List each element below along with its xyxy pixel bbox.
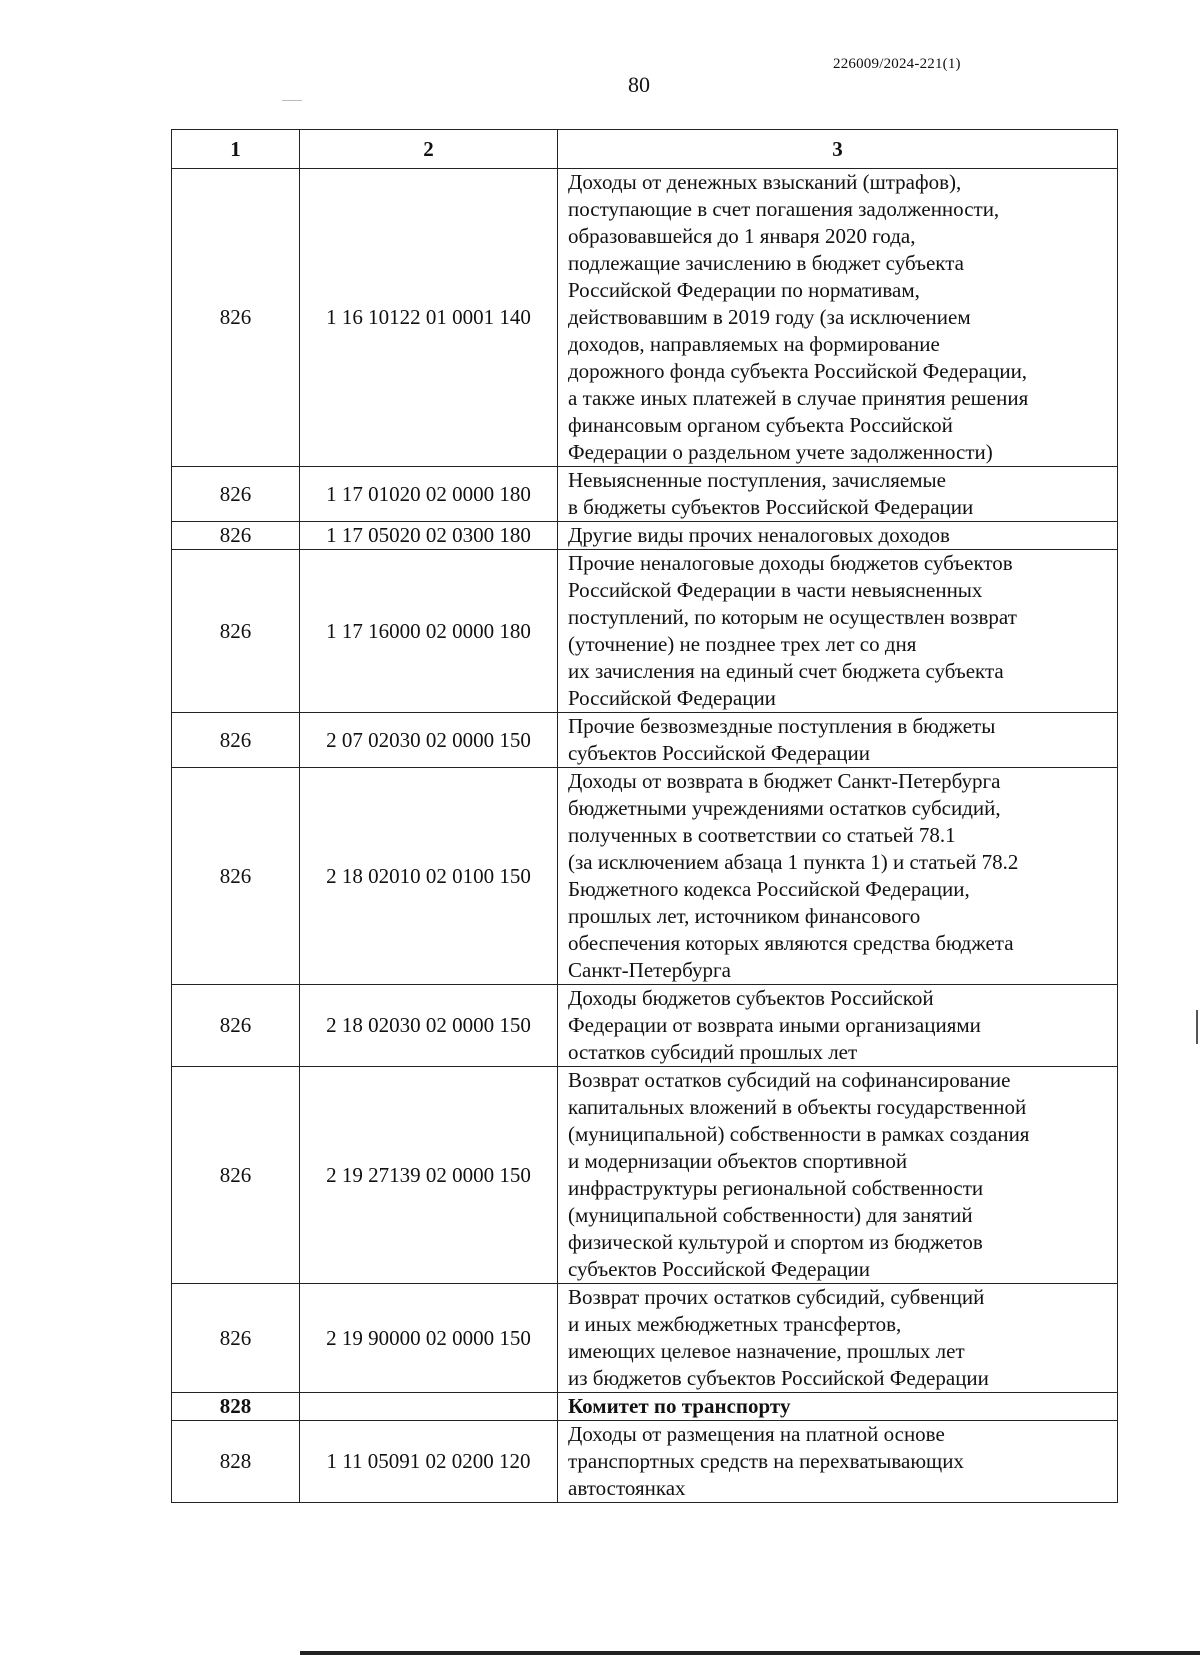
admin-code-cell: 826: [172, 768, 300, 985]
description-line: Бюджетного кодекса Российской Федерации,: [568, 877, 970, 901]
budget-code-cell: 1 16 10122 01 0001 140: [300, 169, 558, 467]
table-row: [172, 768, 1118, 985]
description-line: дорожного фонда субъекта Российской Федерации,: [568, 359, 1028, 383]
table-row: [172, 1067, 1118, 1284]
description-line: и модернизации объектов спортивной: [568, 1149, 908, 1173]
description-line: Доходы от размещения на платной основе: [568, 1422, 945, 1446]
description-cell: [558, 169, 1118, 467]
table-row: [172, 713, 1118, 768]
admin-code-cell: 828: [172, 1421, 300, 1503]
description-line: Прочие неналоговые доходы бюджетов субъектов: [568, 551, 1013, 575]
description-line: (муниципальной собственности) для занятий: [568, 1203, 973, 1227]
budget-code-cell: 2 07 02030 02 0000 150: [300, 713, 558, 768]
description-cell: [558, 1284, 1118, 1393]
description-cell: [558, 985, 1118, 1067]
description-line: образовавшейся до 1 января 2020 года,: [568, 224, 916, 248]
revenue-codes-table: [171, 129, 1118, 1503]
column-header-2: 2: [300, 130, 558, 169]
description-line: Доходы от возврата в бюджет Санкт-Петербурга: [568, 769, 1001, 793]
page-number: 80: [628, 72, 650, 97]
description-line: Доходы от денежных взысканий (штрафов),: [568, 170, 962, 194]
table-body: [172, 169, 1118, 1503]
description-line: Невыясненные поступления, зачисляемые: [568, 468, 946, 492]
budget-code-cell: 1 11 05091 02 0200 120: [300, 1421, 558, 1503]
admin-code-cell: 826: [172, 1067, 300, 1284]
description-line: капитальных вложений в объекты государственной: [568, 1095, 1027, 1119]
description-line: Федерации о раздельном учете задолженности): [568, 440, 993, 464]
admin-code-cell: 826: [172, 550, 300, 713]
admin-code-cell: 826: [172, 1284, 300, 1393]
description-line: обеспечения которых являются средства бюджета: [568, 931, 1014, 955]
table-row: [172, 467, 1118, 522]
description-line: доходов, направляемых на формирование: [568, 332, 940, 356]
description-cell: [558, 1393, 1118, 1421]
description-line: в бюджеты субъектов Российской Федерации: [568, 495, 974, 519]
budget-code-cell: [300, 1393, 558, 1421]
description-line: Другие виды прочих неналоговых доходов: [568, 523, 950, 547]
table-header-row: [172, 130, 1118, 169]
description-line: бюджетными учреждениями остатков субсидий,: [568, 796, 1001, 820]
table-row: [172, 522, 1118, 550]
description-line: имеющих целевое назначение, прошлых лет: [568, 1339, 965, 1363]
description-line: физической культурой и спортом из бюджетов: [568, 1230, 983, 1254]
table-row: [172, 1421, 1118, 1503]
description-line: поступающие в счет погашения задолженности,: [568, 197, 1000, 221]
table-row: [172, 550, 1118, 713]
budget-code-cell: 1 17 16000 02 0000 180: [300, 550, 558, 713]
description-line: Российской Федерации: [568, 686, 776, 710]
description-line: Санкт-Петербурга: [568, 958, 731, 982]
budget-code-cell: 2 18 02030 02 0000 150: [300, 985, 558, 1067]
budget-code-cell: 1 17 01020 02 0000 180: [300, 467, 558, 522]
description-line: (уточнение) не позднее трех лет со дня: [568, 632, 917, 656]
admin-code-cell: 826: [172, 169, 300, 467]
description-line: а также иных платежей в случае принятия решения: [568, 386, 1029, 410]
description-line: и иных межбюджетных трансфертов,: [568, 1312, 902, 1336]
description-line: прошлых лет, источником финансового: [568, 904, 921, 928]
description-line: субъектов Российской Федерации: [568, 1257, 871, 1281]
description-line: Российской Федерации по нормативам,: [568, 278, 920, 302]
description-cell: [558, 1067, 1118, 1284]
description-line: Комитет по транспорту: [568, 1394, 791, 1418]
description-line: автостоянках: [568, 1476, 686, 1500]
page-bottom-border: [300, 1651, 1200, 1655]
admin-code-cell: 826: [172, 713, 300, 768]
description-line: Возврат прочих остатков субсидий, субвенций: [568, 1285, 985, 1309]
description-cell: [558, 1421, 1118, 1503]
table-row: [172, 1393, 1118, 1421]
budget-code-cell: 2 18 02010 02 0100 150: [300, 768, 558, 985]
description-cell: [558, 768, 1118, 985]
description-cell: [558, 550, 1118, 713]
table-row: [172, 169, 1118, 467]
description-line: финансовым органом субъекта Российской: [568, 413, 953, 437]
description-line: инфраструктуры региональной собственности: [568, 1176, 984, 1200]
description-line: из бюджетов субъектов Российской Федерации: [568, 1366, 989, 1390]
description-line: Прочие безвозмездные поступления в бюджеты: [568, 714, 996, 738]
table-row: [172, 985, 1118, 1067]
budget-code-cell: 2 19 90000 02 0000 150: [300, 1284, 558, 1393]
budget-code-cell: 2 19 27139 02 0000 150: [300, 1067, 558, 1284]
admin-code-cell: 826: [172, 985, 300, 1067]
document-id: 226009/2024-221(1): [833, 56, 961, 72]
scan-mark: [282, 100, 302, 101]
admin-code-cell: 826: [172, 467, 300, 522]
description-line: полученных в соответствии со статьей 78.1: [568, 823, 956, 847]
description-cell: [558, 467, 1118, 522]
description-line: действовавшим в 2019 году (за исключением: [568, 305, 971, 329]
description-line: подлежащие зачислению в бюджет субъекта: [568, 251, 964, 275]
description-line: Доходы бюджетов субъектов Российской: [568, 986, 934, 1010]
budget-code-cell: 1 17 05020 02 0300 180: [300, 522, 558, 550]
description-cell: [558, 522, 1118, 550]
description-line: (за исключением абзаца 1 пункта 1) и статьей 78.2: [568, 850, 1019, 874]
description-line: остатков субсидий прошлых лет: [568, 1040, 858, 1064]
table-row: [172, 1284, 1118, 1393]
description-line: Возврат остатков субсидий на софинансирование: [568, 1068, 1011, 1092]
scan-edge-mark: [1196, 1010, 1198, 1044]
description-line: транспортных средств на перехватывающих: [568, 1449, 964, 1473]
description-line: Российской Федерации в части невыясненных: [568, 578, 983, 602]
column-header-1: 1: [172, 130, 300, 169]
description-line: Федерации от возврата иными организациями: [568, 1013, 981, 1037]
description-line: субъектов Российской Федерации: [568, 741, 871, 765]
admin-code-cell: 828: [172, 1393, 300, 1421]
description-cell: [558, 713, 1118, 768]
admin-code-cell: 826: [172, 522, 300, 550]
description-line: (муниципальной) собственности в рамках создания: [568, 1122, 1030, 1146]
description-line: их зачисления на единый счет бюджета субъекта: [568, 659, 1004, 683]
description-line: поступлений, по которым не осуществлен возврат: [568, 605, 1017, 629]
column-header-3: 3: [558, 130, 1118, 169]
